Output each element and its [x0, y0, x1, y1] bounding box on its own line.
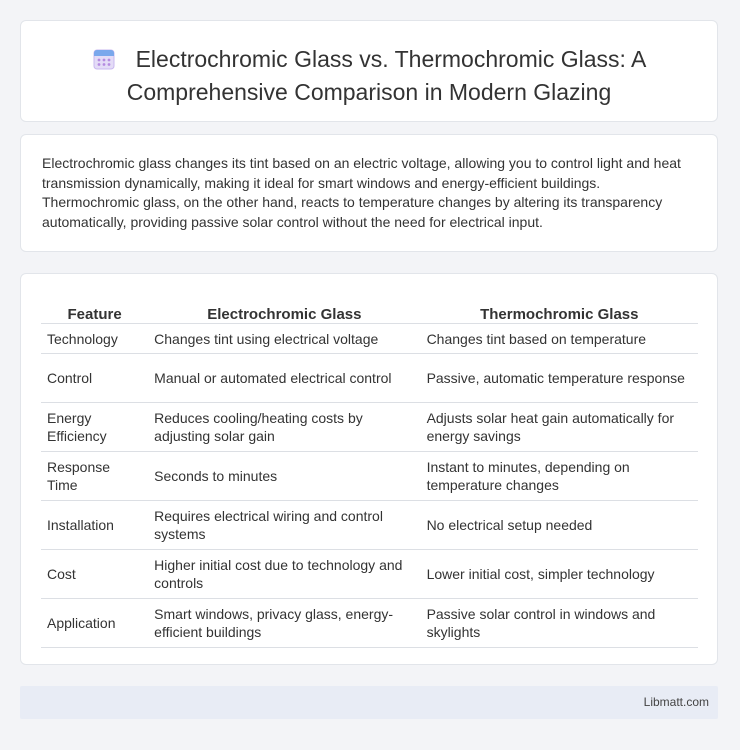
row-thermochromic: Lower initial cost, simpler technology [421, 550, 698, 599]
header-feature: Feature [41, 294, 148, 324]
row-thermochromic: No electrical setup needed [421, 501, 698, 550]
calendar-icon [92, 47, 116, 78]
title-line-1: Electrochromic Glass vs. Thermochromic Glass: A [135, 46, 647, 72]
row-thermochromic: Passive, automatic temperature response [421, 354, 698, 403]
header-card [20, 20, 718, 122]
row-thermochromic: Adjusts solar heat gain automatically for energy savings [421, 403, 698, 452]
intro-paragraph: Electrochromic glass changes its tint based on an electric voltage, allowing you to control light and heat transmission dynamically, making it ideal for smart windows and energy-efficient buildings. Thermochromic glass, on the other hand, reacts to temperature changes by altering its transparency automatically, providing passive solar control without the need for electrical input. [42, 155, 681, 230]
row-feature: Control [41, 354, 148, 403]
table-row [41, 324, 698, 354]
table-row [41, 501, 698, 550]
comparison-card [20, 273, 718, 665]
footer-brand-link[interactable]: Libmatt.com [643, 695, 709, 709]
row-feature: Cost [41, 550, 148, 599]
row-feature: Installation [41, 501, 148, 550]
row-electrochromic: Seconds to minutes [148, 452, 420, 501]
row-feature: Energy Efficiency [41, 403, 148, 452]
table-row [41, 599, 698, 648]
row-electrochromic: Changes tint using electrical voltage [148, 324, 420, 354]
row-electrochromic: Smart windows, privacy glass, energy-efficient buildings [148, 599, 420, 648]
table-header-row [41, 294, 698, 324]
row-feature: Response Time [41, 452, 148, 501]
table-row [41, 403, 698, 452]
header-thermochromic: Thermochromic Glass [421, 294, 698, 324]
table-row [41, 452, 698, 501]
header-electrochromic: Electrochromic Glass [148, 294, 420, 324]
title-line-2: Comprehensive Comparison in Modern Glazing [126, 79, 612, 105]
row-thermochromic: Changes tint based on temperature [421, 324, 698, 354]
row-electrochromic: Manual or automated electrical control [148, 354, 420, 403]
row-electrochromic: Higher initial cost due to technology and controls [148, 550, 420, 599]
comparison-table [41, 294, 698, 648]
intro-card [20, 134, 718, 252]
table-row [41, 354, 698, 403]
row-thermochromic: Instant to minutes, depending on temperature changes [421, 452, 698, 501]
row-electrochromic: Reduces cooling/heating costs by adjusting solar gain [148, 403, 420, 452]
row-feature: Application [41, 599, 148, 648]
row-electrochromic: Requires electrical wiring and control systems [148, 501, 420, 550]
row-thermochromic: Passive solar control in windows and skylights [421, 599, 698, 648]
row-feature: Technology [41, 324, 148, 354]
footer-bar [20, 686, 718, 719]
page-title [21, 45, 717, 107]
table-row [41, 550, 698, 599]
